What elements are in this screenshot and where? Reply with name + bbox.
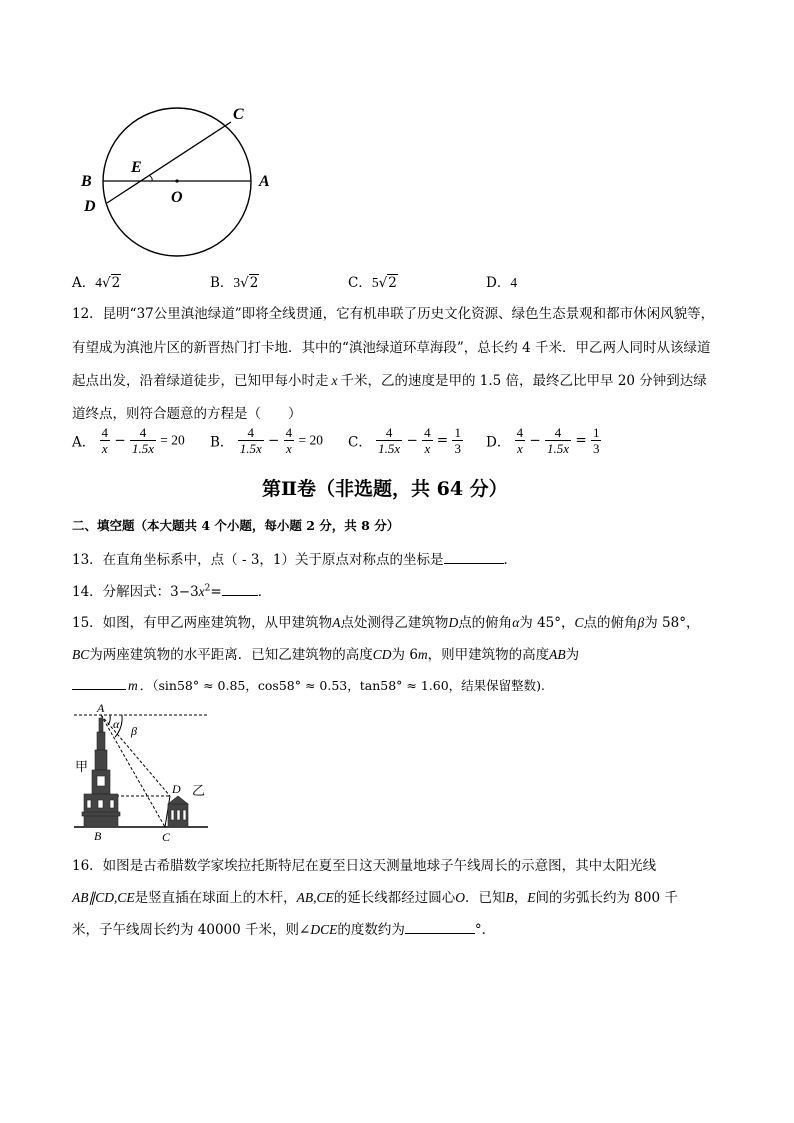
label-a: A — [259, 173, 270, 190]
sqrt-sign: √ — [378, 275, 388, 291]
section2-header: 二、填空题（本大题共 4 个小题，每小题 2 分，共 8 分） — [72, 518, 400, 533]
sqrt-sign: √ — [102, 275, 111, 291]
center-point — [175, 179, 178, 182]
label-alpha: α — [113, 717, 120, 731]
label-b: B — [81, 173, 92, 190]
q15-line-3: m ．（sin58° ≈ 0.85，cos58° ≈ 0.53，tan58° ≈ 1.60，结果保留整数). — [72, 676, 545, 694]
fraction: $\frac{4}{1.5x}$ — [239, 425, 262, 456]
q12-option-b[interactable]: B． $\frac{4}{1.5x}$ − $\frac{4}{x}$ = 20 — [210, 425, 323, 456]
fraction: $\frac{4}{1.5x}$ — [547, 425, 570, 456]
fraction: $\frac{4}{x}$ — [285, 425, 293, 456]
fraction: $\frac{1}{3}$ — [454, 425, 461, 456]
q16-line-3: 米，子午线周长约为 40000 千米，则∠DCE的度数约为 °． — [72, 922, 496, 938]
q12-option-d[interactable]: D． $\frac{4}{x}$ − $\frac{4}{1.5x}$ = $\frac{1}{3}$ — [486, 425, 600, 456]
q13: 13．在直角坐标系中，点（ - 3，1）关于原点对称点的坐标是 ． — [72, 552, 517, 568]
q11-option-c[interactable]: C．5√2 — [348, 275, 397, 291]
label-o: O — [171, 189, 183, 206]
q15-line-1: 15．如图，有甲乙两座建筑物，从甲建筑物A点处测得乙建筑物D点的俯角α为 45°，C点的俯角β为 58°， — [72, 615, 700, 631]
q11-option-a[interactable]: A．4√2 — [72, 275, 121, 291]
answer-blank[interactable] — [444, 551, 504, 564]
q15-line-2: BC为两座建筑物的水平距离．已知乙建筑物的高度CD为 6m，则甲建筑物的高度AB为 — [72, 647, 580, 663]
q12-line-4: 道终点，则符合题意的方程是（ ） — [72, 406, 302, 422]
label-c: C — [162, 830, 171, 844]
label-d: D — [172, 782, 181, 796]
answer-blank[interactable] — [72, 677, 126, 690]
fraction: $\frac{4}{1.5x}$ — [378, 425, 401, 456]
q16-line-2: AB∥CD,CE是竖直插在球面上的木杆，AB,CE的延长线都经过圆心O．已知B，E间的劣弧长约为 800 千 — [72, 890, 678, 906]
label-beta: β — [131, 724, 137, 738]
q12-line-2: 有望成为滇池片区的新晋热门打卡地．其中的“滇池绿道环草海段”，总长约 4 千米．甲乙两人同时从该绿道 — [72, 340, 711, 356]
q12-line-3: 起点出发，沿着绿道徒步，已知甲每小时走 x 千米，乙的速度是甲的 1.5 倍，最终乙比甲早 20 分钟到达绿 — [72, 373, 707, 389]
q14: 14．分解因式：$3-3x^2=$ ． — [72, 583, 272, 600]
q12-line-1: 12．昆明“37公里滇池绿道”即将全线贯通，它有机串联了历史文化资源、绿色生态景观和都市休闲风貌等， — [72, 306, 715, 322]
q16-line-1: 16．如图是古希腊数学家埃拉托斯特尼在夏至日这天测量地球子午线周长的示意图，其中太阳光线 — [72, 858, 657, 874]
label-yi: 乙 — [192, 784, 206, 799]
fraction: $\frac{1}{3}$ — [592, 425, 600, 456]
fraction: $\frac{4}{x}$ — [516, 425, 524, 456]
label-c: C — [233, 106, 244, 123]
chord-dc — [107, 122, 231, 203]
fraction: $\frac{4}{1.5x}$ — [131, 425, 154, 456]
label-d: D — [84, 198, 96, 215]
building-yi — [168, 796, 188, 827]
label-e: E — [131, 159, 142, 176]
q11-option-b[interactable]: B．3√2 — [210, 275, 259, 291]
answer-blank[interactable] — [222, 583, 258, 596]
sqrt-sign: √ — [240, 275, 249, 291]
answer-blank[interactable] — [405, 921, 475, 934]
q11-circle-figure — [70, 95, 300, 265]
fraction: $\frac{4}{x}$ — [101, 425, 109, 456]
part2-title: 第Ⅱ卷（非选题，共 64 分） — [262, 478, 508, 500]
q15-building-figure — [70, 700, 215, 845]
label-jia: 甲 — [75, 760, 89, 775]
label-b: B — [94, 829, 102, 843]
q12-option-a[interactable]: A． $\frac{4}{x}$ − $\frac{4}{1.5x}$ = 20 — [72, 425, 185, 456]
q12-option-c[interactable]: C． $\frac{4}{1.5x}$ − $\frac{4}{x}$ = $\frac{1}{3}$ — [348, 425, 461, 456]
label-a: A — [97, 701, 105, 715]
q11-option-d[interactable]: D．4 — [486, 275, 518, 291]
fraction: $\frac{4}{x}$ — [424, 425, 431, 456]
angle-e-arc — [149, 175, 152, 181]
